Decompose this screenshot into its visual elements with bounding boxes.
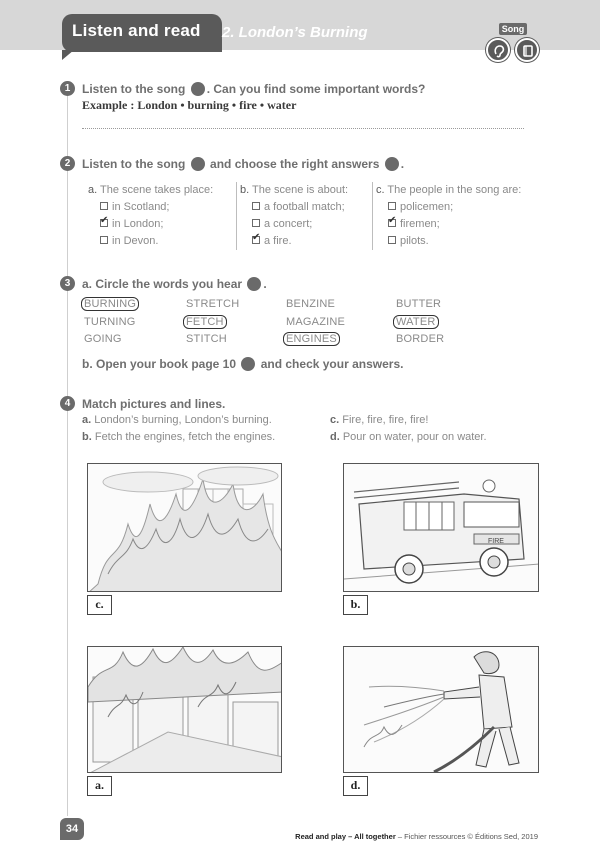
word[interactable]: BUTTER (396, 298, 442, 310)
question-label: a. The scene takes place: (88, 184, 214, 196)
checkbox-option[interactable]: in Scotland; (100, 201, 169, 213)
picture-label[interactable]: d. (343, 776, 368, 796)
question-label: c. The people in the song are: (376, 184, 522, 196)
answer-dotted-line[interactable] (82, 128, 524, 129)
exercise-3-instruction (82, 277, 267, 291)
exercise-1-number: 1 (60, 81, 75, 96)
word[interactable]: STITCH (186, 333, 227, 345)
checkbox-option[interactable]: a football match; (252, 201, 345, 213)
margin-line (67, 96, 68, 816)
exercise-4-number: 4 (60, 396, 75, 411)
exercise-3-part-b-b: and check your answers. (260, 357, 404, 371)
word-circled[interactable]: BURNING (81, 297, 139, 311)
column-divider (372, 182, 373, 250)
song-line: b. Fetch the engines, fetch the engines. (82, 431, 276, 443)
word[interactable]: GOING (84, 333, 122, 345)
checkbox[interactable] (100, 202, 108, 210)
checkbox-option[interactable]: ✔firemen; (388, 218, 440, 230)
checkbox-option[interactable]: pilots. (388, 235, 429, 247)
picture-label[interactable]: b. (343, 595, 368, 615)
fire-engine-illustration (344, 464, 539, 592)
word-circled[interactable]: ENGINES (283, 332, 340, 346)
exercise-3-number: 3 (60, 276, 75, 291)
book-icon (241, 357, 255, 371)
checkbox-option[interactable]: ✔in London; (100, 218, 163, 230)
exercise-1-instruction (82, 82, 425, 96)
header-tab-tail (62, 50, 74, 60)
word-circled[interactable]: FETCH (183, 315, 227, 329)
question-label: b. The scene is about: (240, 184, 349, 196)
checkbox-option[interactable]: in Devon. (100, 235, 158, 247)
exercise-3-part-b (82, 357, 403, 371)
check-icon (385, 157, 399, 171)
checkbox[interactable] (388, 202, 396, 210)
picture-fire-engine (343, 463, 539, 592)
word[interactable]: BENZINE (286, 298, 336, 310)
footer-credit: Read and play – All together – Fichier ressources © Éditions Sed, 2019 (295, 832, 538, 841)
checkbox-checked[interactable] (252, 236, 260, 244)
exercise-2-text-a: Listen to the song (82, 157, 186, 171)
exercise-4-title: Match pictures and lines. (82, 397, 226, 411)
word[interactable]: MAGAZINE (286, 316, 346, 328)
page-subtitle: 2. London’s Burning (222, 24, 368, 41)
question-a (88, 184, 213, 196)
song-badge: Song (499, 23, 527, 35)
song-line: c. Fire, fire, fire, fire! (330, 414, 429, 426)
exercise-2-number: 2 (60, 156, 75, 171)
ear-icon (191, 157, 205, 171)
checkbox[interactable] (252, 202, 260, 210)
picture-burning-street (87, 646, 282, 773)
question-c (376, 184, 521, 196)
checkbox[interactable] (252, 219, 260, 227)
column-divider (236, 182, 237, 250)
ear-icon (486, 38, 510, 62)
pencil-icon (247, 277, 261, 291)
word[interactable]: BORDER (396, 333, 445, 345)
burning-street-illustration (88, 647, 282, 773)
checkbox[interactable] (100, 236, 108, 244)
firefighter-illustration (344, 647, 539, 773)
question-b (240, 184, 348, 196)
exercise-1-text-b: . Can you find some important words? (206, 82, 426, 96)
song-line: d. Pour on water, pour on water. (330, 431, 487, 443)
exercise-2-text-c: . (400, 157, 405, 171)
exercise-3-part-b-a: b. Open your book page 10 (82, 357, 237, 371)
checkbox-checked[interactable] (100, 219, 108, 227)
picture-burning-building (87, 463, 282, 592)
exercise-1-example: Example : London • burning • fire • water (82, 98, 297, 112)
exercise-1-text-a: Listen to the song (82, 82, 186, 96)
exercise-3-title-b: . (263, 277, 267, 291)
picture-firefighter (343, 646, 539, 773)
page-title: Listen and read (72, 21, 201, 40)
exercise-2-text-b: and choose the right answers (210, 157, 380, 171)
checkbox-option[interactable]: ✔a fire. (252, 235, 292, 247)
burning-building-illustration (88, 464, 282, 592)
checkbox-option[interactable]: policemen; (388, 201, 453, 213)
truck-sign-text: FIRE (488, 538, 504, 545)
word[interactable]: STRETCH (186, 298, 240, 310)
word[interactable]: TURNING (84, 316, 136, 328)
checkbox-option[interactable]: a concert; (252, 218, 312, 230)
checkbox[interactable] (388, 236, 396, 244)
page-number: 34 (60, 818, 84, 840)
exercise-2-instruction (82, 157, 404, 171)
book-icon (515, 38, 539, 62)
song-line: a. London’s burning, London’s burning. (82, 414, 272, 426)
checkbox-checked[interactable] (388, 219, 396, 227)
word-circled[interactable]: WATER (393, 315, 439, 329)
exercise-3-title-a: a. Circle the words you hear (82, 277, 243, 291)
picture-label[interactable]: c. (87, 595, 112, 615)
picture-label[interactable]: a. (87, 776, 112, 796)
ear-icon (191, 82, 205, 96)
